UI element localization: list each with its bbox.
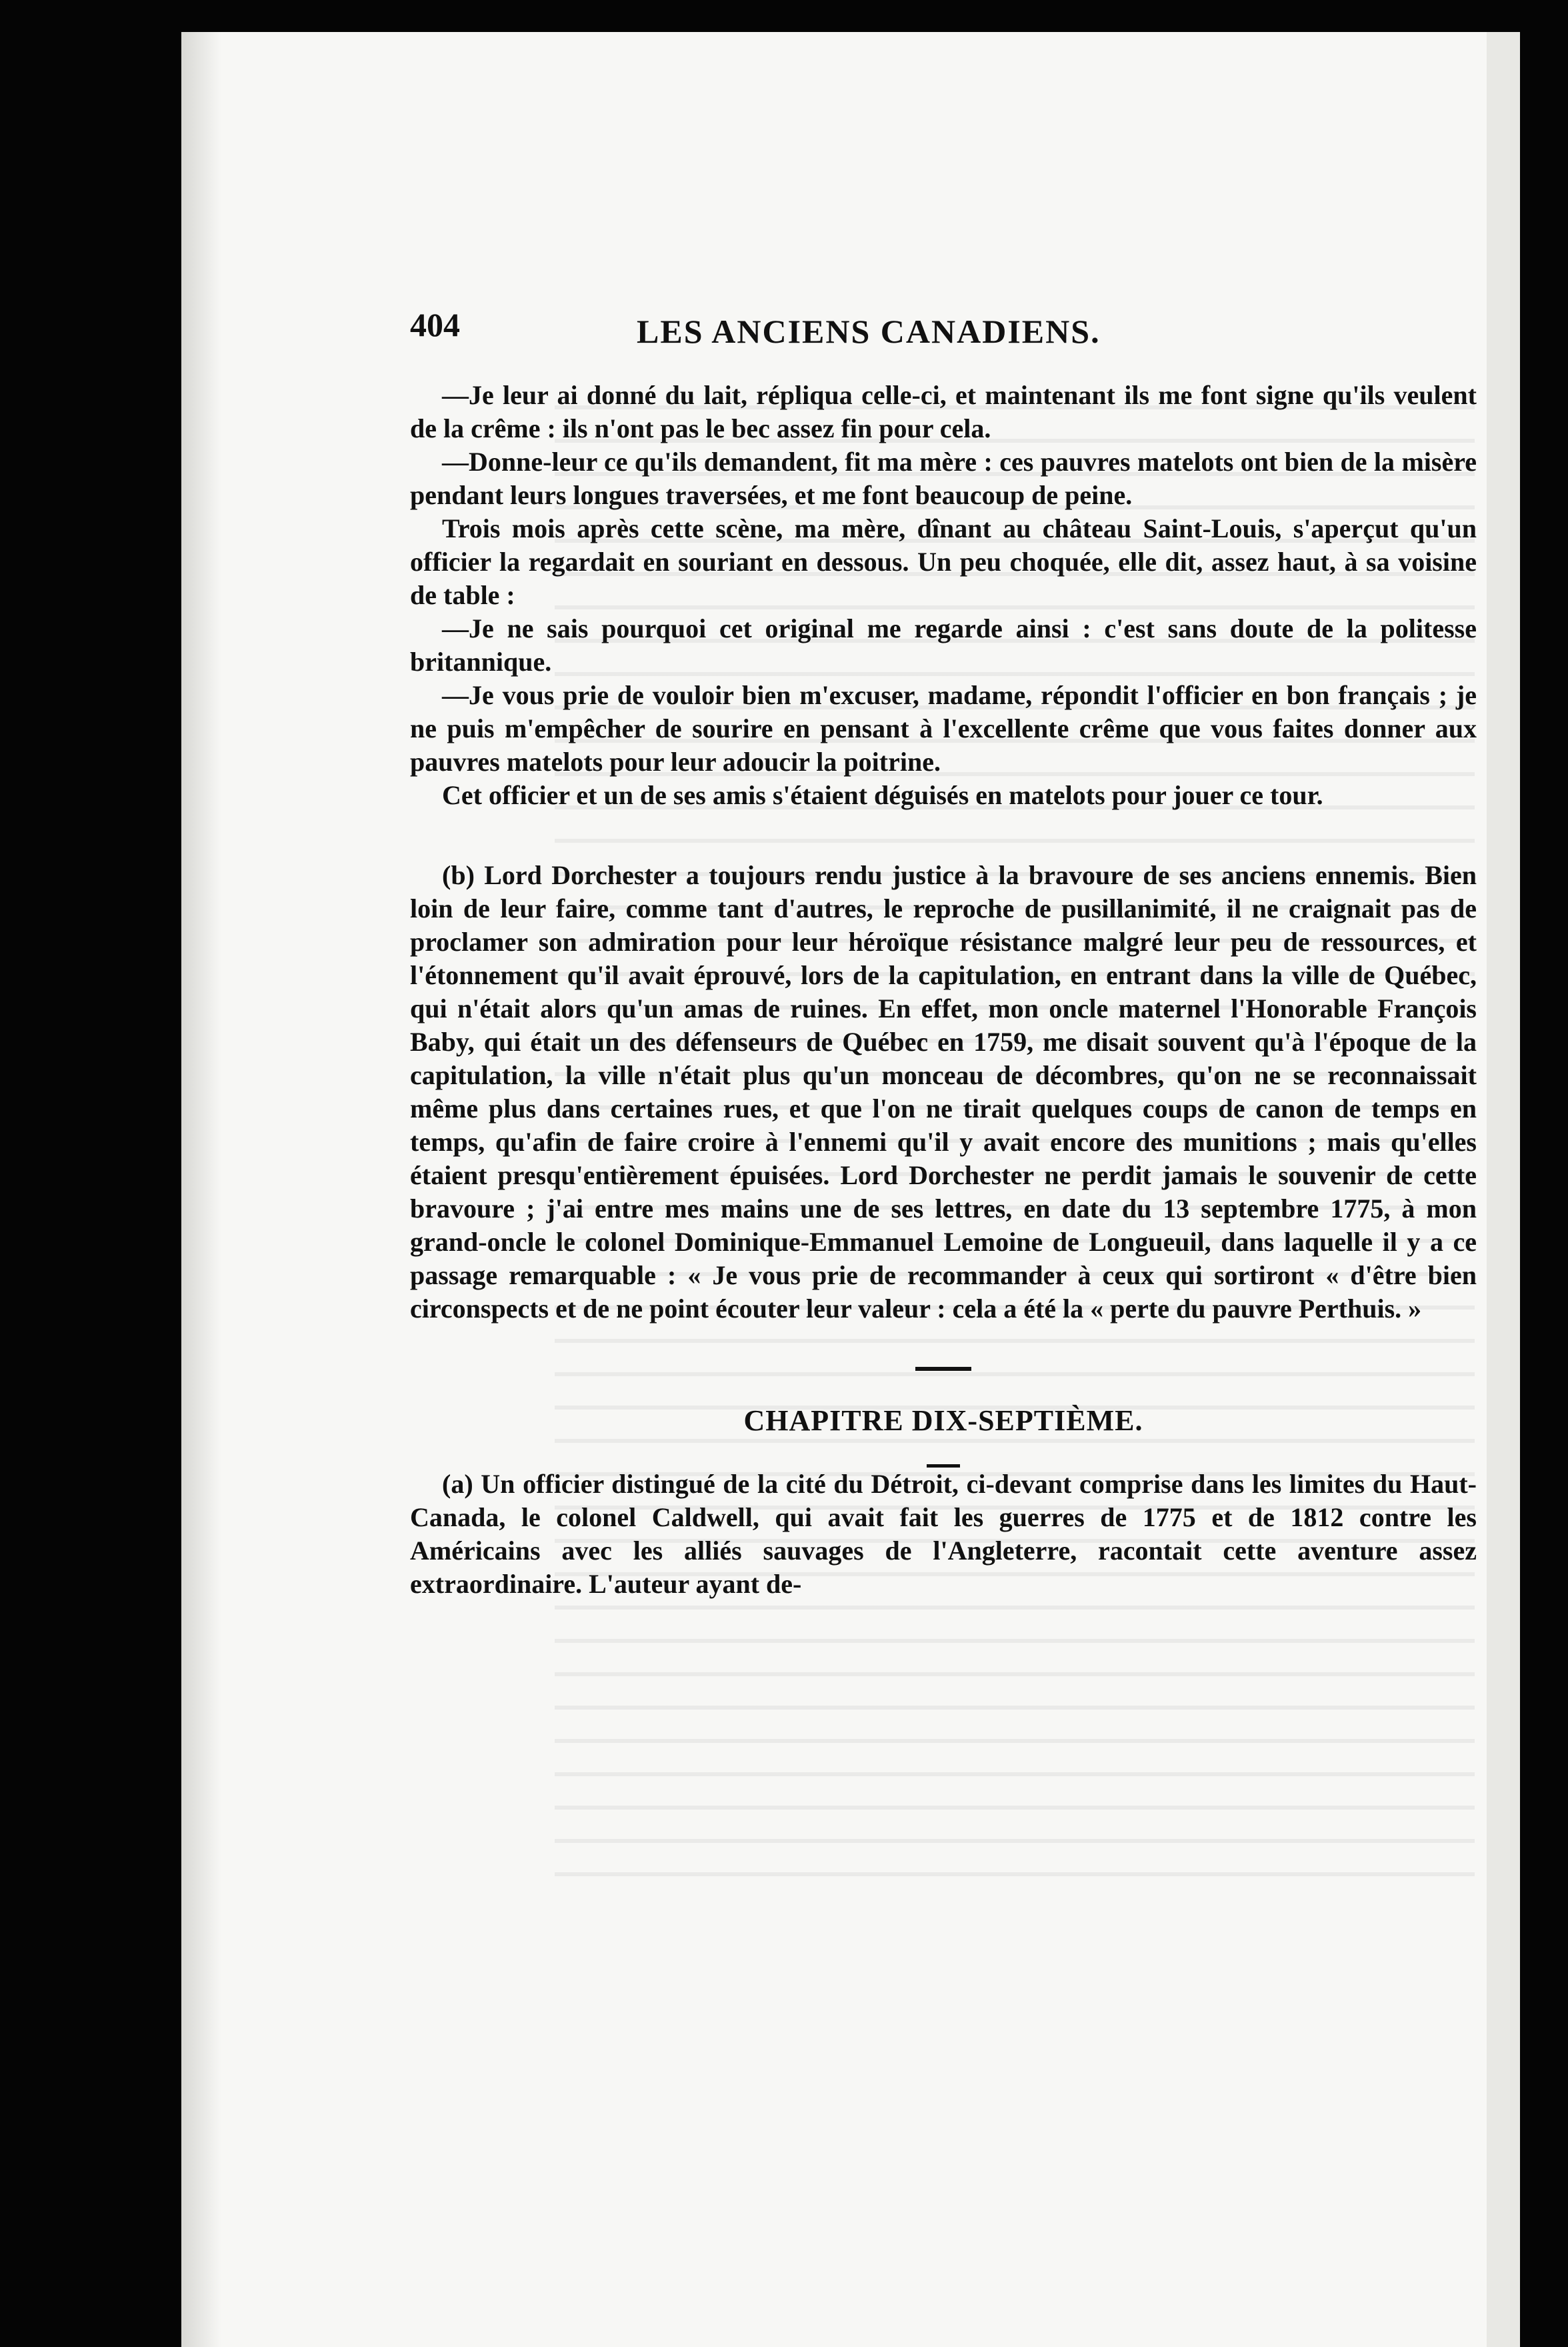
body-text	[410, 379, 1477, 1601]
footnote-b	[410, 859, 1477, 1326]
gutter-shadow	[181, 32, 221, 2347]
paragraph: —Donne-leur ce qu'ils demandent, fit ma mère : ces pauvres matelots ont bien de la misère pendant leurs longues traversées, et me font beaucoup de peine.	[410, 447, 1477, 510]
page-header	[410, 279, 1477, 359]
spacer	[410, 812, 1477, 859]
paragraph: —Je vous prie de vouloir bien m'excuser, madame, répondit l'officier en bon français ; je ne puis m'empêcher de sourire en pensant à l'excellente crême que vous faites donner aux pauvres matelots pour leur adoucir la poitrine.	[410, 680, 1477, 777]
section-rule	[915, 1367, 971, 1371]
footnote-a	[410, 1468, 1477, 1601]
page-number: 404	[410, 306, 460, 343]
facing-page-edge	[1487, 32, 1520, 2347]
footnote-marker: (a)	[442, 1469, 473, 1499]
footnote-text: Un officier distingué de la cité du Détroit, ci-devant comprise dans les limites du Haut-Canada, le colonel Caldwell, qui avait fait les guerres de 1775 et de 1812 contre les Américains avec les alliés sauvages de l'Angleterre, racontait cette aventure assez extraordinaire. L'auteur ayant de-	[410, 1469, 1477, 1599]
footnote-marker: (b)	[442, 860, 475, 890]
chapter-title: CHAPITRE DIX-SEPTIÈME.	[743, 1404, 1143, 1437]
footnote-text: Lord Dorchester a toujours rendu justice à la bravoure de ses anciens ennemis. Bien loin de leur faire, comme tant d'autres, le reproche de pusillanimité, il ne craignait pas de proclamer son admiration pour leur héroïque résistance malgré leur peu de ressources, et l'étonnement qu'il avait éprouvé, lors de la capitulation, en entrant dans la ville de Québec, qui n'était alors qu'un amas de ruines. En effet, mon oncle maternel l'Honorable François Baby, qui était un des défenseurs de Québec en 1759, me disait souvent qu'à l'époque de la capitulation, la ville n'était plus qu'un monceau de décombres, qu'on ne se reconnaissait même plus dans certaines rues, et que l'on ne tirait quelques coups de canon de temps en temps, qu'afin de faire croire à l'ennemi qu'il y avait encore des munitions ; mais qu'elles étaient presqu'entièrement épuisées. Lord Dorchester ne perdit jamais le souvenir de cette bravoure ; j'ai entre mes mains une de ses lettres, en date du 13 septembre 1775, à mon grand-oncle le colonel Dominique-Emmanuel Lemoine de Longueuil, dans laquelle il y a ce passage remarquable : « Je vous prie de recommander à ceux qui sortiront « d'être bien circonspects et de ne point écouter leur valeur : cela a été la « perte du pauvre Perthuis. »	[410, 860, 1477, 1324]
paragraph: Cet officier et un de ses amis s'étaient déguisés en matelots pour jouer ce tour.	[442, 780, 1323, 810]
paragraph: Trois mois après cette scène, ma mère, dînant au château Saint-Louis, s'aperçut qu'un officier la regardait en souriant en dessous. Un peu choquée, elle dit, assez haut, à sa voisine de table :	[410, 513, 1477, 610]
running-head: LES ANCIENS CANADIENS.	[637, 313, 1101, 350]
paragraph: —Je ne sais pourquoi cet original me regarde ainsi : c'est sans doute de la politesse britannique.	[410, 613, 1477, 677]
paragraph: —Je leur ai donné du lait, répliqua celle-ci, et maintenant ils me font signe qu'ils veulent de la crême : ils n'ont pas le bec assez fin pour cela.	[410, 380, 1477, 443]
book-page	[181, 32, 1520, 2347]
